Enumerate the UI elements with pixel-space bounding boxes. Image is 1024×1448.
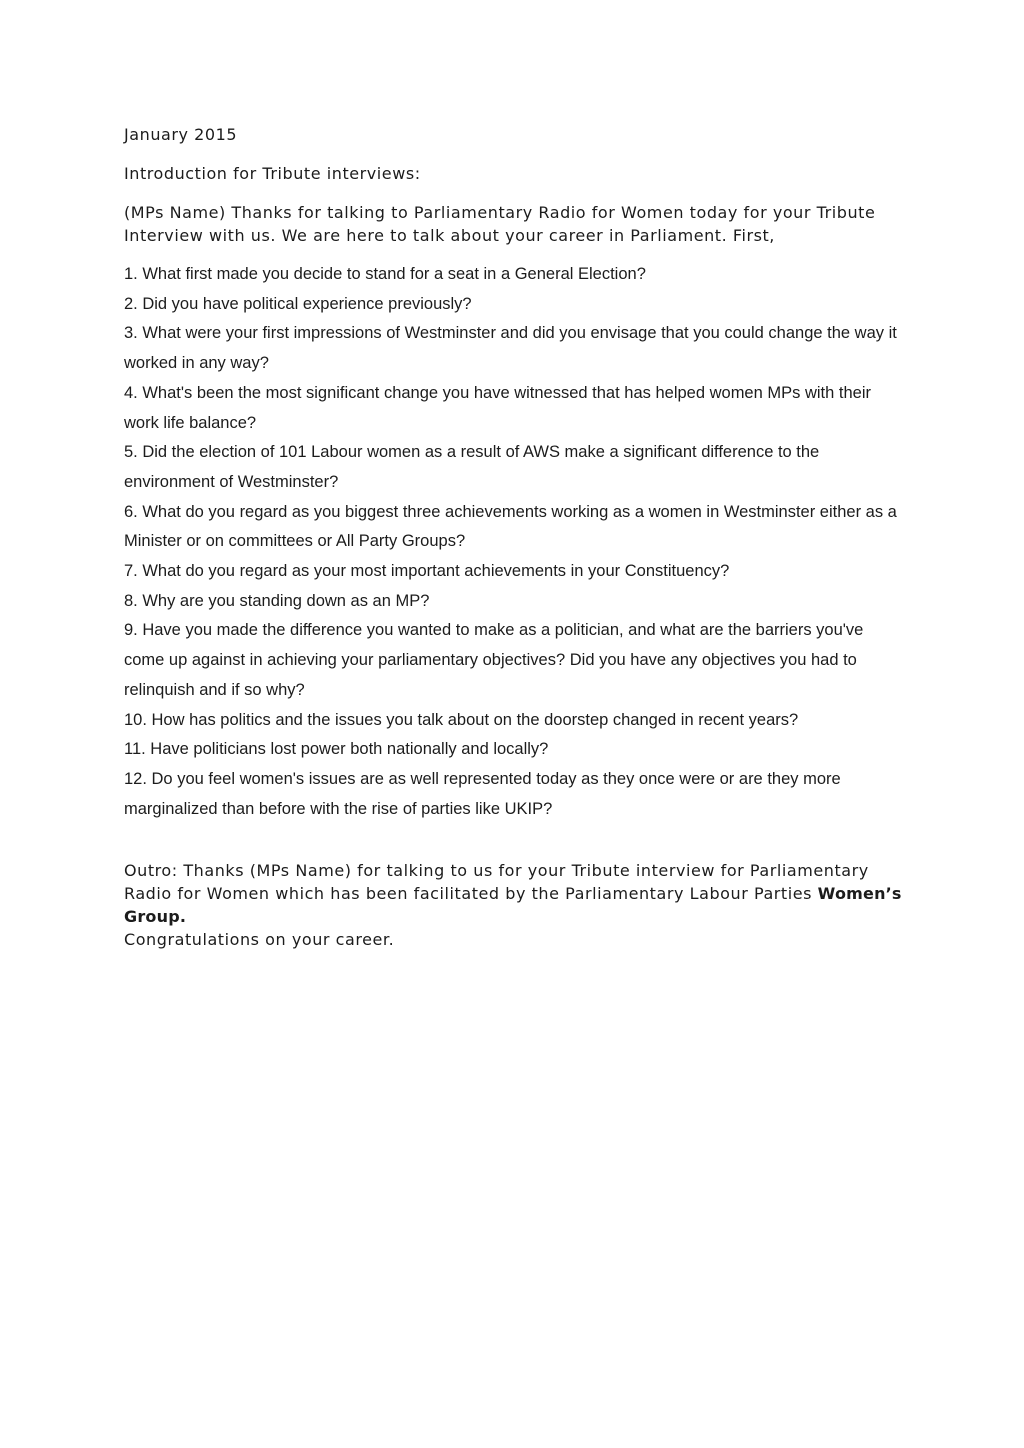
intro-paragraph: (MPs Name) Thanks for talking to Parliamentary Radio for Women today for your Tribute Interview with us. We are here to talk about your career in Parliament. First, [124, 203, 876, 245]
question-item: 11. Have politicians lost power both nationally and locally? [124, 740, 549, 759]
outro-closing: Congratulations on your career. [124, 930, 395, 950]
question-item: 5. Did the election of 101 Labour women as a result of AWS make a significant difference to the environment of Westminster? [124, 443, 820, 491]
question-list [124, 260, 904, 824]
question-item: 9. Have you made the difference you wanted to make as a politician, and what are the barriers you've come up against in achieving your parliamentary objectives? Did you have any objectives you had to relinquish and if so why? [124, 621, 864, 699]
question-item: 7. What do you regard as your most important achievements in your Constituency? [124, 562, 730, 581]
question-item: 8. Why are you standing down as an MP? [124, 591, 430, 610]
outro-paragraph [124, 859, 904, 951]
document-page [124, 123, 904, 951]
question-item: 3. What were your first impressions of Westminster and did you envisage that you could change the way it worked in any way? [124, 324, 897, 373]
question-item: 4. What's been the most significant change you have witnessed that has helped women MPs with their work life balance? [124, 383, 871, 432]
question-item: 10. How has politics and the issues you talk about on the doorstep changed in recent years? [124, 710, 799, 729]
intro-heading: Introduction for Tribute interviews: [124, 164, 421, 183]
document-date: January 2015 [124, 125, 238, 144]
question-item: 6. What do you regard as you biggest three achievements working as a women in Westminster either as a Minister or on committees or All Party Groups? [124, 502, 897, 551]
question-item: 1. What first made you decide to stand for a seat in a General Election? [124, 265, 646, 283]
question-item: 2. Did you have political experience previously? [124, 294, 472, 313]
outro-text: Outro: Thanks (MPs Name) for talking to us for your Tribute interview for Parliamentary Radio for Women which has been facilitated by the Parliamentary Labour Parties [124, 861, 869, 904]
question-item: 12. Do you feel women's issues are as well represented today as they once were or are they more marginalized than before with the rise of parties like UKIP? [124, 769, 841, 818]
outro-bold-text: Women’s Group. [124, 884, 902, 927]
